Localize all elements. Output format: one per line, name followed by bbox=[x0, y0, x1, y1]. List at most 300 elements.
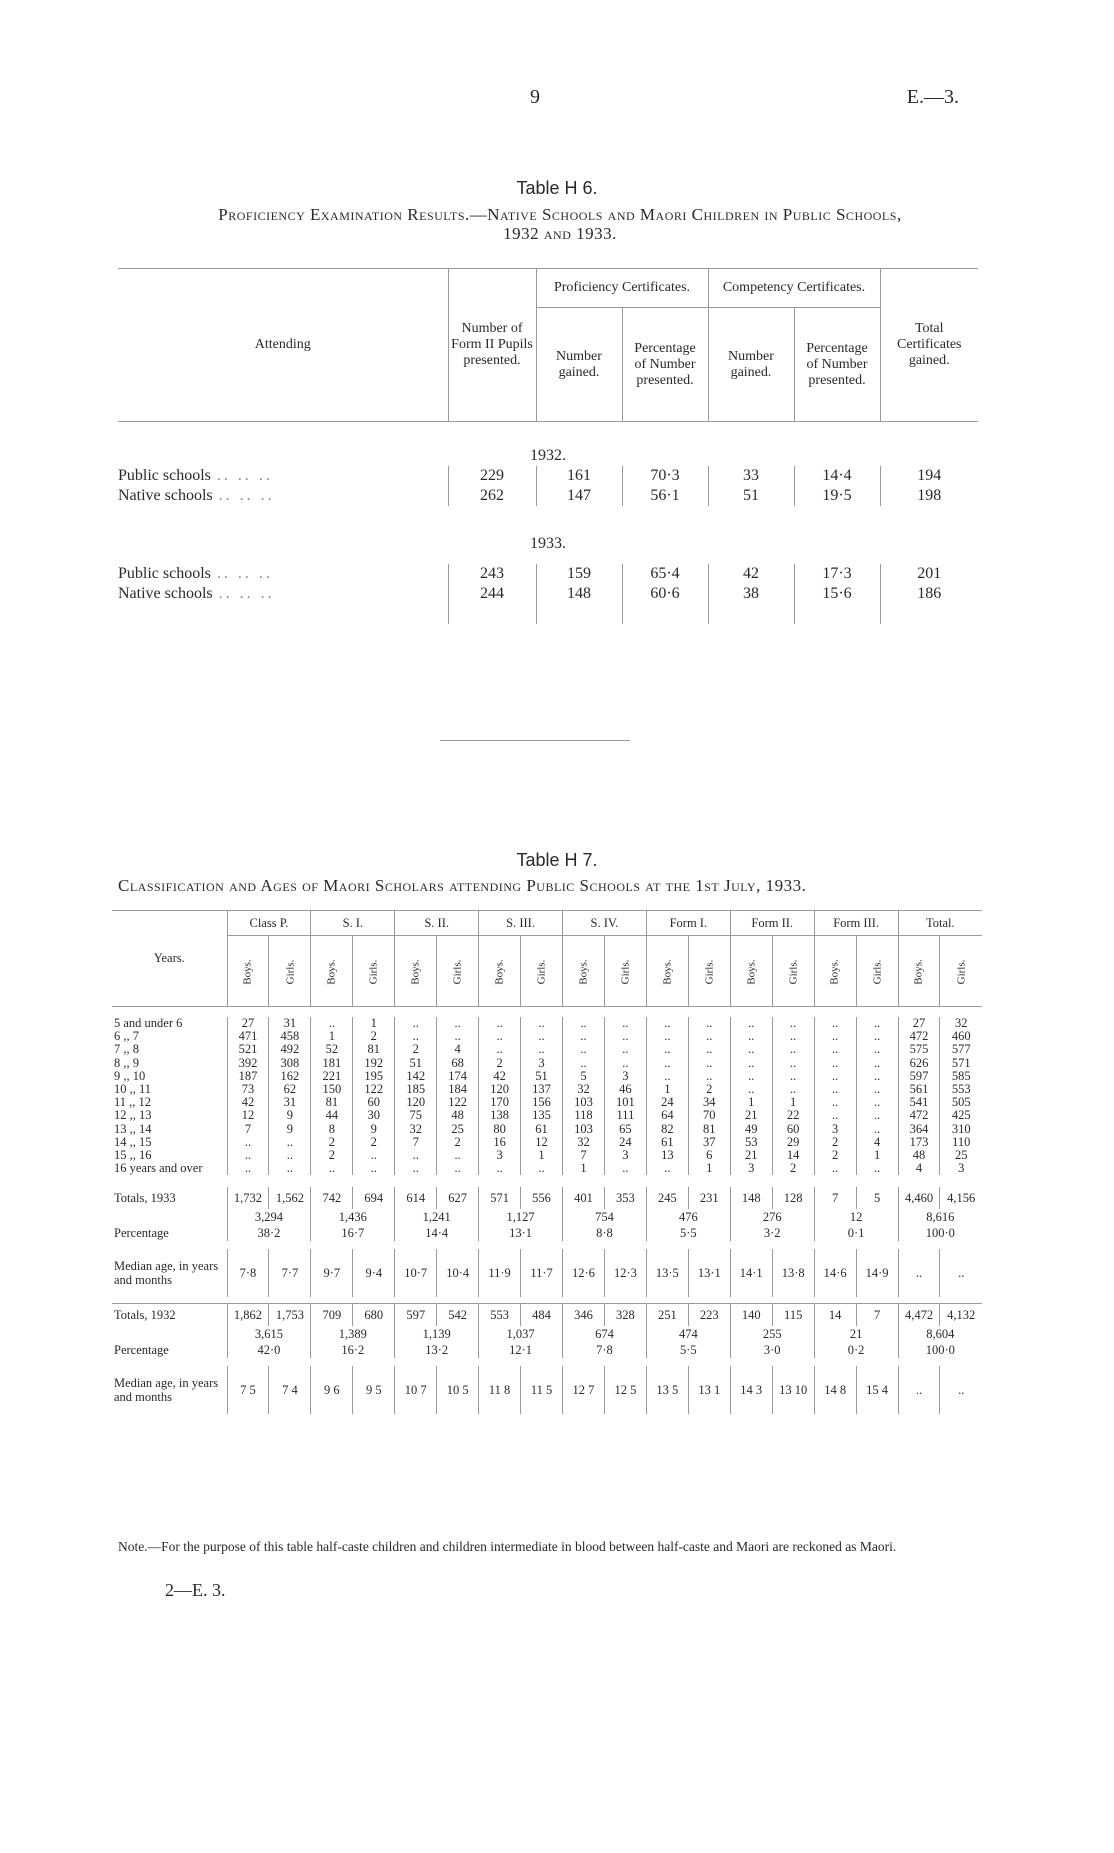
group-cell: 21 bbox=[814, 1326, 898, 1342]
group-cell: 0·1 bbox=[814, 1225, 898, 1241]
table-cell: .. bbox=[437, 1162, 479, 1175]
table-cell: 138 bbox=[479, 1109, 521, 1122]
table-cell: 4,132 bbox=[940, 1304, 982, 1327]
table-cell: 5 bbox=[856, 1187, 898, 1209]
row-label: Public schools bbox=[118, 467, 211, 484]
table-row bbox=[112, 1326, 982, 1342]
table-cell: .. bbox=[604, 1057, 646, 1070]
col-prof-number: Number gained. bbox=[536, 308, 622, 422]
table-h6-subtitle-line1: Proficiency Examination Results.—Native Schools and Maori Children in Public Schools, bbox=[218, 205, 902, 224]
table-cell: 42 bbox=[479, 1070, 521, 1083]
table-cell: 7·8 bbox=[227, 1249, 269, 1297]
group-cell: 100·0 bbox=[898, 1225, 982, 1241]
table-cell: 68 bbox=[437, 1057, 479, 1070]
table-cell: 64 bbox=[646, 1109, 688, 1122]
table-cell: 575 bbox=[898, 1043, 940, 1056]
table-cell: 142 bbox=[395, 1070, 437, 1083]
col-boys: Boys. bbox=[829, 958, 842, 985]
table-cell: 184 bbox=[437, 1083, 479, 1096]
table-cell: 364 bbox=[898, 1123, 940, 1136]
col-total: Total Certificates gained. bbox=[880, 269, 978, 422]
table-cell: 5 bbox=[563, 1070, 605, 1083]
table-cell: 122 bbox=[437, 1096, 479, 1109]
table-cell: .. bbox=[814, 1030, 856, 1043]
table-cell: 21 bbox=[730, 1109, 772, 1122]
table-cell: 571 bbox=[940, 1057, 982, 1070]
table-cell: 2 bbox=[353, 1030, 395, 1043]
group-header: S. I. bbox=[311, 911, 395, 936]
table-cell: 120 bbox=[479, 1083, 521, 1096]
col-boys: Boys. bbox=[745, 958, 758, 985]
group-cell: 16·7 bbox=[311, 1225, 395, 1241]
group-cell: 3·2 bbox=[730, 1225, 814, 1241]
table-cell: 458 bbox=[269, 1030, 311, 1043]
table-cell: .. bbox=[688, 1017, 730, 1030]
table-cell: 192 bbox=[353, 1057, 395, 1070]
table-cell: 140 bbox=[730, 1304, 772, 1327]
group-cell: 8,604 bbox=[898, 1326, 982, 1342]
cell-prof-percentage: 60·6 bbox=[622, 584, 708, 604]
table-cell: 1 bbox=[353, 1017, 395, 1030]
cell-comp-number: 38 bbox=[708, 584, 794, 604]
year-heading-1933: 1933. bbox=[530, 535, 566, 552]
table-cell: .. bbox=[563, 1057, 605, 1070]
cell-prof-percentage: 56·1 bbox=[622, 486, 708, 506]
col-girls: Girls. bbox=[703, 959, 716, 984]
col-boys: Boys. bbox=[493, 958, 506, 985]
table-cell: 11 8 bbox=[479, 1366, 521, 1414]
table-row bbox=[112, 1225, 982, 1241]
table-cell: .. bbox=[646, 1162, 688, 1175]
table-cell: 81 bbox=[688, 1123, 730, 1136]
group-header: Class P. bbox=[227, 911, 311, 936]
table-cell: 2 bbox=[814, 1136, 856, 1149]
group-header: Form III. bbox=[814, 911, 898, 936]
table-cell: 310 bbox=[940, 1123, 982, 1136]
group-cell: 12·1 bbox=[479, 1342, 563, 1358]
group-cell: 5·5 bbox=[646, 1342, 730, 1358]
table-cell: 60 bbox=[353, 1096, 395, 1109]
table-cell: 7 bbox=[563, 1149, 605, 1162]
table-row bbox=[112, 1149, 982, 1162]
table-cell: 2 bbox=[311, 1149, 353, 1162]
table-cell: 308 bbox=[269, 1057, 311, 1070]
group-header: S. IV. bbox=[563, 911, 647, 936]
page-number: 9 bbox=[530, 86, 540, 108]
table-cell: 12 7 bbox=[563, 1366, 605, 1414]
col-girls: Girls. bbox=[871, 959, 884, 984]
table-cell: 9 5 bbox=[353, 1366, 395, 1414]
table-cell: 4,472 bbox=[898, 1304, 940, 1327]
table-h6-subtitle-line2: 1932 and 1933. bbox=[503, 224, 617, 243]
table-cell: 25 bbox=[940, 1149, 982, 1162]
group-cell: 1,436 bbox=[311, 1209, 395, 1225]
row-label: 5 and under 6 bbox=[114, 1017, 183, 1031]
table-cell: 13 1 bbox=[688, 1366, 730, 1414]
col-girls: Girls. bbox=[955, 959, 968, 984]
cell-presented: 244 bbox=[448, 584, 536, 604]
table-cell: 11·9 bbox=[479, 1249, 521, 1297]
group-cell: 0·2 bbox=[814, 1342, 898, 1358]
group-cell: 474 bbox=[646, 1326, 730, 1342]
table-cell: 245 bbox=[646, 1187, 688, 1209]
table-cell: .. bbox=[814, 1083, 856, 1096]
table-cell: 556 bbox=[521, 1187, 563, 1209]
group-cell: 476 bbox=[646, 1209, 730, 1225]
table-cell: .. bbox=[604, 1017, 646, 1030]
table-cell: .. bbox=[688, 1030, 730, 1043]
table-cell: 3 bbox=[730, 1162, 772, 1175]
table-cell: 742 bbox=[311, 1187, 353, 1209]
col-years: Years. bbox=[112, 911, 227, 1007]
group-cell: 100·0 bbox=[898, 1342, 982, 1358]
table-cell: 492 bbox=[269, 1043, 311, 1056]
table-cell: 627 bbox=[437, 1187, 479, 1209]
table-cell: 12 bbox=[227, 1109, 269, 1122]
table-cell: 111 bbox=[604, 1109, 646, 1122]
table-cell: 7 4 bbox=[269, 1366, 311, 1414]
col-girls: Girls. bbox=[451, 959, 464, 984]
table-row bbox=[112, 1366, 982, 1414]
table-cell: 170 bbox=[479, 1096, 521, 1109]
table-cell: 460 bbox=[940, 1030, 982, 1043]
row-label: Median age, in years and months bbox=[114, 1376, 219, 1405]
table-cell: 15 4 bbox=[856, 1366, 898, 1414]
table-cell: 13·5 bbox=[646, 1249, 688, 1297]
table-cell: 110 bbox=[940, 1136, 982, 1149]
row-label: 10 ,, 11 bbox=[114, 1082, 152, 1097]
table-cell: 251 bbox=[646, 1304, 688, 1327]
row-label: Percentage bbox=[114, 1342, 169, 1357]
table-cell: 571 bbox=[479, 1187, 521, 1209]
table-cell: 1 bbox=[646, 1083, 688, 1096]
table-cell: .. bbox=[521, 1017, 563, 1030]
col-presented: Number of Form II Pupils presented. bbox=[448, 269, 536, 422]
table-cell: 187 bbox=[227, 1070, 269, 1083]
table-cell: 561 bbox=[898, 1083, 940, 1096]
table-h6-subtitle bbox=[110, 205, 1010, 243]
table-cell: 521 bbox=[227, 1043, 269, 1056]
table-cell: 61 bbox=[521, 1123, 563, 1136]
table-cell: 2 bbox=[311, 1136, 353, 1149]
group-cell: 3,615 bbox=[227, 1326, 311, 1342]
table-h6-title: Table H 6. bbox=[516, 178, 598, 198]
table-cell: 2 bbox=[814, 1149, 856, 1162]
table-cell: 4,156 bbox=[940, 1187, 982, 1209]
table-cell: 4 bbox=[898, 1162, 940, 1175]
table-cell: 10 7 bbox=[395, 1366, 437, 1414]
table-cell: 1 bbox=[856, 1149, 898, 1162]
cell-comp-percentage: 17·3 bbox=[794, 564, 880, 584]
table-cell: .. bbox=[269, 1136, 311, 1149]
table-cell: .. bbox=[856, 1096, 898, 1109]
table-cell: 32 bbox=[395, 1123, 437, 1136]
col-boys: Boys. bbox=[661, 958, 674, 985]
table-cell: 135 bbox=[521, 1109, 563, 1122]
table-cell: 694 bbox=[353, 1187, 395, 1209]
table-cell: 13 5 bbox=[646, 1366, 688, 1414]
table-row bbox=[112, 1123, 982, 1136]
table-cell: 392 bbox=[227, 1057, 269, 1070]
table-cell: 7 bbox=[395, 1136, 437, 1149]
row-label: Totals, 1933 bbox=[114, 1190, 176, 1205]
table-cell: 1 bbox=[730, 1096, 772, 1109]
table-cell: .. bbox=[353, 1162, 395, 1175]
group-cell: 13·2 bbox=[395, 1342, 479, 1358]
table-cell: .. bbox=[604, 1030, 646, 1043]
table-row bbox=[112, 1030, 982, 1043]
table-cell: .. bbox=[646, 1030, 688, 1043]
col-girls: Girls. bbox=[367, 959, 380, 984]
table-cell: 14·9 bbox=[856, 1249, 898, 1297]
table-cell: 32 bbox=[563, 1136, 605, 1149]
table-cell: .. bbox=[646, 1070, 688, 1083]
table-cell: 2 bbox=[395, 1043, 437, 1056]
table-cell: .. bbox=[814, 1043, 856, 1056]
table-cell: 51 bbox=[395, 1057, 437, 1070]
table-cell: 2 bbox=[437, 1136, 479, 1149]
table-cell: 16 bbox=[479, 1136, 521, 1149]
table-row bbox=[112, 1109, 982, 1122]
table-cell: 353 bbox=[604, 1187, 646, 1209]
table-cell: .. bbox=[521, 1162, 563, 1175]
table-cell: 24 bbox=[604, 1136, 646, 1149]
table-cell: .. bbox=[227, 1162, 269, 1175]
table-cell: .. bbox=[730, 1057, 772, 1070]
table-cell: 3 bbox=[940, 1162, 982, 1175]
table-cell: 53 bbox=[730, 1136, 772, 1149]
group-header: S. II. bbox=[395, 911, 479, 936]
table-cell: 30 bbox=[353, 1109, 395, 1122]
table-cell: 101 bbox=[604, 1096, 646, 1109]
cell-prof-percentage: 70·3 bbox=[622, 466, 708, 486]
table-cell: 472 bbox=[898, 1030, 940, 1043]
table-cell: 1 bbox=[772, 1096, 814, 1109]
table-cell: 1 bbox=[563, 1162, 605, 1175]
cell-prof-number: 159 bbox=[536, 564, 622, 584]
group-cell: 3·0 bbox=[730, 1342, 814, 1358]
row-label: 8 ,, 9 bbox=[114, 1056, 139, 1070]
cell-comp-percentage: 19·5 bbox=[794, 486, 880, 506]
table-cell: .. bbox=[814, 1070, 856, 1083]
cell-total: 201 bbox=[880, 564, 978, 584]
table-cell: .. bbox=[437, 1030, 479, 1043]
table-cell: 49 bbox=[730, 1123, 772, 1136]
table-cell: 32 bbox=[940, 1017, 982, 1030]
row-label: 15 ,, 16 bbox=[114, 1148, 152, 1162]
table-cell: .. bbox=[730, 1030, 772, 1043]
table-cell: 48 bbox=[437, 1109, 479, 1122]
table-row bbox=[112, 1043, 982, 1056]
table-cell: 70 bbox=[688, 1109, 730, 1122]
table-cell: 13·8 bbox=[772, 1249, 814, 1297]
table-cell: 31 bbox=[269, 1096, 311, 1109]
cell-total: 186 bbox=[880, 584, 978, 604]
table-cell: .. bbox=[814, 1057, 856, 1070]
table-cell: 1 bbox=[521, 1149, 563, 1162]
table-cell: 6 bbox=[688, 1149, 730, 1162]
table-h7-title: Table H 7. bbox=[516, 850, 598, 870]
table-cell: 9·4 bbox=[353, 1249, 395, 1297]
table-cell: 346 bbox=[563, 1304, 605, 1327]
table-cell: .. bbox=[772, 1057, 814, 1070]
table-cell: .. bbox=[479, 1030, 521, 1043]
table-cell: 7 bbox=[856, 1304, 898, 1327]
cell-prof-number: 161 bbox=[536, 466, 622, 486]
table-cell: 128 bbox=[772, 1187, 814, 1209]
group-header: Form II. bbox=[730, 911, 814, 936]
group-cell: 1,241 bbox=[395, 1209, 479, 1225]
table-cell: .. bbox=[856, 1017, 898, 1030]
table-cell: 1,862 bbox=[227, 1304, 269, 1327]
table-cell: .. bbox=[940, 1249, 982, 1297]
cell-presented: 243 bbox=[448, 564, 536, 584]
table-h7 bbox=[112, 910, 982, 1424]
document-reference: E.—3. bbox=[906, 86, 959, 108]
table-row bbox=[112, 1187, 982, 1209]
table-cell: .. bbox=[395, 1149, 437, 1162]
table-cell: 29 bbox=[772, 1136, 814, 1149]
section-divider bbox=[440, 740, 630, 741]
table-cell: 174 bbox=[437, 1070, 479, 1083]
table-cell: 115 bbox=[772, 1304, 814, 1327]
table-row bbox=[112, 1083, 982, 1096]
table-cell: 51 bbox=[521, 1070, 563, 1083]
table-cell: 472 bbox=[898, 1109, 940, 1122]
row-label: 14 ,, 15 bbox=[114, 1135, 152, 1149]
table-cell: 44 bbox=[311, 1109, 353, 1122]
table-cell: 1 bbox=[688, 1162, 730, 1175]
col-boys: Boys. bbox=[913, 958, 926, 985]
table-cell: 24 bbox=[646, 1096, 688, 1109]
table-cell: 10·7 bbox=[395, 1249, 437, 1297]
group-cell: 255 bbox=[730, 1326, 814, 1342]
table-cell: .. bbox=[479, 1017, 521, 1030]
table-cell: 577 bbox=[940, 1043, 982, 1056]
table-cell: .. bbox=[688, 1070, 730, 1083]
table-cell: 401 bbox=[563, 1187, 605, 1209]
table-cell: 14 8 bbox=[814, 1366, 856, 1414]
table-cell: 553 bbox=[940, 1083, 982, 1096]
table-cell: 1 bbox=[311, 1030, 353, 1043]
table-cell: .. bbox=[814, 1162, 856, 1175]
table-row bbox=[112, 1162, 982, 1175]
table-cell: 4 bbox=[856, 1136, 898, 1149]
table-cell: .. bbox=[563, 1043, 605, 1056]
table-cell: .. bbox=[730, 1083, 772, 1096]
col-attending: Attending bbox=[118, 269, 448, 422]
table-cell: .. bbox=[604, 1162, 646, 1175]
table-cell: 185 bbox=[395, 1083, 437, 1096]
table-row bbox=[112, 1096, 982, 1109]
table-cell: .. bbox=[646, 1057, 688, 1070]
table-row: Native schools .. .. .. 262 147 56·1 51 19·5 198 bbox=[118, 486, 978, 506]
table-cell: 2 bbox=[353, 1136, 395, 1149]
table-cell: .. bbox=[772, 1030, 814, 1043]
row-label: Public schools bbox=[118, 565, 211, 582]
group-cell: 12 bbox=[814, 1209, 898, 1225]
table-h6 bbox=[118, 268, 978, 624]
table-cell: .. bbox=[856, 1070, 898, 1083]
table-cell: .. bbox=[898, 1366, 940, 1414]
table-cell: 709 bbox=[311, 1304, 353, 1327]
group-cell: 1,037 bbox=[479, 1326, 563, 1342]
table-cell: .. bbox=[521, 1043, 563, 1056]
table-cell: 27 bbox=[227, 1017, 269, 1030]
table-cell: .. bbox=[856, 1083, 898, 1096]
table-cell: .. bbox=[814, 1096, 856, 1109]
cell-comp-percentage: 14·4 bbox=[794, 466, 880, 486]
table-cell: 542 bbox=[437, 1304, 479, 1327]
col-boys: Boys. bbox=[409, 958, 422, 985]
table-cell: 12 5 bbox=[604, 1366, 646, 1414]
table-cell: 680 bbox=[353, 1304, 395, 1327]
table-row bbox=[112, 1249, 982, 1297]
row-label: Native schools bbox=[118, 585, 213, 602]
table-cell: 9·7 bbox=[311, 1249, 353, 1297]
table-cell: 65 bbox=[604, 1123, 646, 1136]
table-cell: 12·6 bbox=[563, 1249, 605, 1297]
table-cell: 9 6 bbox=[311, 1366, 353, 1414]
table-cell: .. bbox=[437, 1149, 479, 1162]
table-cell: .. bbox=[814, 1017, 856, 1030]
table-cell: .. bbox=[395, 1017, 437, 1030]
table-cell: 14 3 bbox=[730, 1366, 772, 1414]
cell-comp-number: 33 bbox=[708, 466, 794, 486]
table-cell: 103 bbox=[563, 1123, 605, 1136]
table-row bbox=[112, 1136, 982, 1149]
table-cell: 156 bbox=[521, 1096, 563, 1109]
table-cell: 3 bbox=[604, 1070, 646, 1083]
table-cell: 1,562 bbox=[269, 1187, 311, 1209]
group-header: S. III. bbox=[479, 911, 563, 936]
table-cell: 3 bbox=[521, 1057, 563, 1070]
group-cell: 3,294 bbox=[227, 1209, 311, 1225]
table-cell: .. bbox=[479, 1043, 521, 1056]
table-cell: 81 bbox=[311, 1096, 353, 1109]
group-competency: Competency Certificates. bbox=[708, 269, 880, 308]
table-cell: 9 bbox=[353, 1123, 395, 1136]
table-cell: 541 bbox=[898, 1096, 940, 1109]
row-label: 9 ,, 10 bbox=[114, 1069, 146, 1083]
row-label: 11 ,, 12 bbox=[114, 1096, 152, 1110]
table-cell: .. bbox=[311, 1162, 353, 1175]
group-cell: 16·2 bbox=[311, 1342, 395, 1358]
table-cell: 1,732 bbox=[227, 1187, 269, 1209]
row-label: Native schools bbox=[118, 487, 213, 504]
table-cell: 82 bbox=[646, 1123, 688, 1136]
col-girls: Girls. bbox=[283, 959, 296, 984]
table-cell: 1,753 bbox=[269, 1304, 311, 1327]
table-cell: 122 bbox=[353, 1083, 395, 1096]
table-cell: 13 10 bbox=[772, 1366, 814, 1414]
col-boys: Boys. bbox=[577, 958, 590, 985]
table-cell: 162 bbox=[269, 1070, 311, 1083]
table-cell: 46 bbox=[604, 1083, 646, 1096]
table-cell: .. bbox=[856, 1109, 898, 1122]
table-cell: 4,460 bbox=[898, 1187, 940, 1209]
table-cell: .. bbox=[227, 1149, 269, 1162]
col-boys: Boys. bbox=[325, 958, 338, 985]
table-cell: .. bbox=[856, 1030, 898, 1043]
group-header: Total. bbox=[898, 911, 982, 936]
table-cell: 13 bbox=[646, 1149, 688, 1162]
table-cell: 34 bbox=[688, 1096, 730, 1109]
table-note: Note.—For the purpose of this table half-caste children and children intermediate in blood between half-caste and Maori are reckoned as Maori. bbox=[118, 1539, 897, 1554]
row-label: 12 ,, 13 bbox=[114, 1109, 152, 1123]
table-cell: .. bbox=[563, 1030, 605, 1043]
cell-total: 198 bbox=[880, 486, 978, 506]
